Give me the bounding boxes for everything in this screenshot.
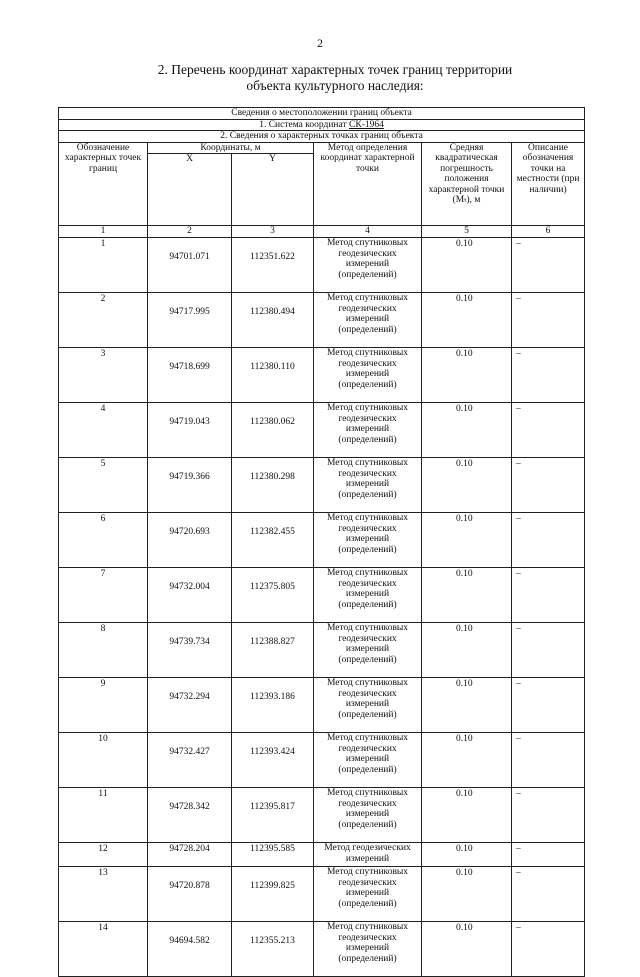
- table-row: [59, 678, 585, 733]
- point-cell: 4: [59, 403, 148, 458]
- point-cell: 9: [59, 678, 148, 733]
- description-cell: –: [512, 678, 585, 733]
- point-cell: 7: [59, 568, 148, 623]
- y-cell: 112393.424: [232, 733, 314, 788]
- method-cell: Метод спутниковых геодезических измерений (определений): [314, 623, 422, 678]
- method-cell: Метод спутниковых геодезических измерений (определений): [314, 348, 422, 403]
- y-cell: 112375.805: [232, 568, 314, 623]
- description-cell: –: [512, 568, 585, 623]
- y-cell: 112380.298: [232, 458, 314, 513]
- accuracy-cell: 0.10: [422, 623, 512, 678]
- description-cell: –: [512, 403, 585, 458]
- column-number: 5: [422, 226, 512, 238]
- description-cell: –: [512, 513, 585, 568]
- point-cell: 11: [59, 788, 148, 843]
- x-cell: 94720.693: [148, 513, 232, 568]
- column-number: 2: [148, 226, 232, 238]
- table-row: [59, 568, 585, 623]
- method-cell: Метод спутниковых геодезических измерений (определений): [314, 867, 422, 922]
- accuracy-cell: 0.10: [422, 788, 512, 843]
- table-row: [59, 238, 585, 293]
- x-cell: 94728.342: [148, 788, 232, 843]
- column-number: 4: [314, 226, 422, 238]
- table-row: [59, 867, 585, 922]
- description-cell: –: [512, 843, 585, 867]
- header-description: Описание обозначения точки на местности (при наличии): [512, 142, 585, 226]
- x-cell: 94694.582: [148, 922, 232, 977]
- x-cell: 94718.699: [148, 348, 232, 403]
- y-cell: 112380.494: [232, 293, 314, 348]
- point-cell: 8: [59, 623, 148, 678]
- header-coordinates: Координаты, м: [148, 142, 314, 154]
- column-number: 3: [232, 226, 314, 238]
- method-cell: Метод спутниковых геодезических измерений (определений): [314, 788, 422, 843]
- x-cell: 94732.004: [148, 568, 232, 623]
- x-cell: 94732.427: [148, 733, 232, 788]
- y-cell: 112380.110: [232, 348, 314, 403]
- table-row: [59, 293, 585, 348]
- table-row: [59, 922, 585, 977]
- y-cell: 112399.825: [232, 867, 314, 922]
- title-line-1: 2. Перечень координат характерных точек границ территории: [157, 62, 513, 77]
- accuracy-cell: 0.10: [422, 843, 512, 867]
- coordinate-system-prefix: 1. Система координат: [259, 119, 350, 130]
- description-cell: –: [512, 238, 585, 293]
- y-cell: 112355.213: [232, 922, 314, 977]
- table-caption: Сведения о местоположении границ объекта: [59, 108, 585, 120]
- page-number: 2: [317, 36, 323, 50]
- table-row: [59, 788, 585, 843]
- column-number-row: [59, 226, 585, 238]
- method-cell: Метод спутниковых геодезических измерений (определений): [314, 403, 422, 458]
- y-cell: 112395.585: [232, 843, 314, 867]
- accuracy-cell: 0.10: [422, 568, 512, 623]
- method-cell: Метод спутниковых геодезических измерений (определений): [314, 238, 422, 293]
- header-point: Обозначение характерных точек границ: [59, 142, 148, 226]
- x-cell: 94717.995: [148, 293, 232, 348]
- method-cell: Метод спутниковых геодезических измерений (определений): [314, 678, 422, 733]
- table-row: [59, 403, 585, 458]
- method-cell: Метод спутниковых геодезических измерений (определений): [314, 922, 422, 977]
- coordinate-system-row: [59, 119, 585, 131]
- y-cell: 112382.455: [232, 513, 314, 568]
- x-cell: 94719.366: [148, 458, 232, 513]
- description-cell: –: [512, 293, 585, 348]
- y-cell: 112393.186: [232, 678, 314, 733]
- coordinate-system-name: СК-1964: [349, 119, 384, 130]
- x-cell: 94720.878: [148, 867, 232, 922]
- description-cell: –: [512, 867, 585, 922]
- accuracy-cell: 0.10: [422, 293, 512, 348]
- description-cell: –: [512, 458, 585, 513]
- description-cell: –: [512, 788, 585, 843]
- description-cell: –: [512, 348, 585, 403]
- x-cell: 94739.734: [148, 623, 232, 678]
- table-row: [59, 843, 585, 867]
- method-cell: Метод спутниковых геодезических измерений (определений): [314, 458, 422, 513]
- point-cell: 13: [59, 867, 148, 922]
- y-cell: 112395.817: [232, 788, 314, 843]
- y-cell: 112388.827: [232, 623, 314, 678]
- header-y: Y: [232, 154, 314, 226]
- header-accuracy: Средняя квадратическая погрешность положения характерной точки (Mₜ), м: [422, 142, 512, 226]
- x-cell: 94701.071: [148, 238, 232, 293]
- method-cell: Метод спутниковых геодезических измерений (определений): [314, 568, 422, 623]
- accuracy-cell: 0.10: [422, 458, 512, 513]
- accuracy-cell: 0.10: [422, 403, 512, 458]
- point-cell: 14: [59, 922, 148, 977]
- accuracy-cell: 0.10: [422, 238, 512, 293]
- accuracy-cell: 0.10: [422, 922, 512, 977]
- point-cell: 5: [59, 458, 148, 513]
- point-cell: 3: [59, 348, 148, 403]
- description-cell: –: [512, 733, 585, 788]
- header-method: Метод определения координат характерной точки: [314, 142, 422, 226]
- description-cell: –: [512, 623, 585, 678]
- point-cell: 1: [59, 238, 148, 293]
- point-cell: 6: [59, 513, 148, 568]
- column-number: 1: [59, 226, 148, 238]
- coordinates-table: [58, 107, 585, 977]
- table-row: [59, 458, 585, 513]
- table-row: [59, 513, 585, 568]
- table-row: [59, 348, 585, 403]
- document-title: [150, 62, 520, 94]
- method-cell: Метод спутниковых геодезических измерений (определений): [314, 513, 422, 568]
- accuracy-cell: 0.10: [422, 348, 512, 403]
- section-2-heading: 2. Сведения о характерных точках границ объекта: [59, 131, 585, 143]
- point-cell: 10: [59, 733, 148, 788]
- method-cell: Метод спутниковых геодезических измерений (определений): [314, 733, 422, 788]
- point-cell: 12: [59, 843, 148, 867]
- title-line-2: объекта культурного наследия:: [246, 78, 424, 93]
- x-cell: 94719.043: [148, 403, 232, 458]
- description-cell: –: [512, 922, 585, 977]
- y-cell: 112380.062: [232, 403, 314, 458]
- y-cell: 112351.622: [232, 238, 314, 293]
- accuracy-cell: 0.10: [422, 733, 512, 788]
- table-row: [59, 733, 585, 788]
- accuracy-cell: 0.10: [422, 513, 512, 568]
- column-number: 6: [512, 226, 585, 238]
- x-cell: 94728.204: [148, 843, 232, 867]
- accuracy-cell: 0.10: [422, 867, 512, 922]
- accuracy-cell: 0.10: [422, 678, 512, 733]
- table-row: [59, 623, 585, 678]
- point-cell: 2: [59, 293, 148, 348]
- x-cell: 94732.294: [148, 678, 232, 733]
- header-x: X: [148, 154, 232, 226]
- method-cell: Метод геодезических измерений: [314, 843, 422, 867]
- method-cell: Метод спутниковых геодезических измерений (определений): [314, 293, 422, 348]
